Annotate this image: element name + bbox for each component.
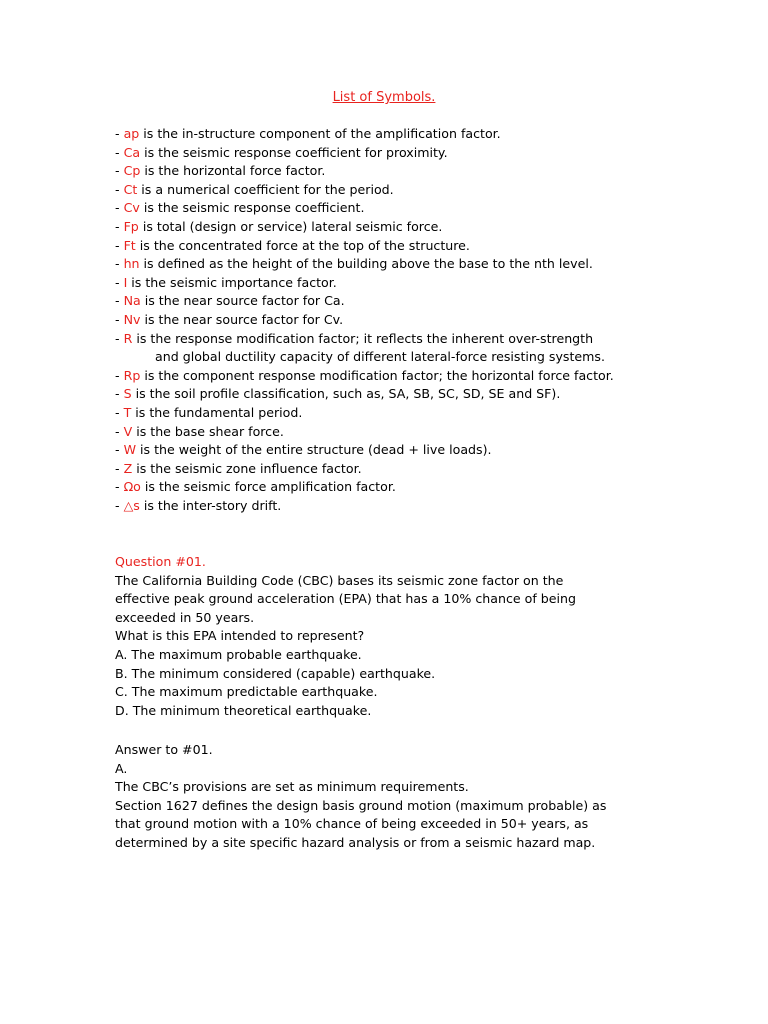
- symbol-description: is the seismic force amplification factor.: [140, 479, 396, 495]
- symbol-item: [115, 144, 735, 163]
- symbol-key: Fp: [123, 218, 139, 234]
- answer-option-c: C. The maximum predictable earthquake.: [115, 684, 378, 700]
- answer-option-a: A. The maximum probable earthquake.: [115, 646, 362, 662]
- symbol-prefix: -: [115, 442, 124, 458]
- symbol-prefix: -: [115, 386, 124, 402]
- symbol-description: is a numerical coefficient for the period.: [137, 181, 394, 197]
- symbol-key: Cp: [123, 163, 141, 179]
- symbol-description: is the seismic zone influence factor.: [132, 460, 362, 476]
- symbol-key: Ca: [123, 144, 141, 160]
- symbol-prefix: -: [115, 218, 124, 234]
- answer-text-line: that ground motion with a 10% chance of being exceeded in 50+ years, as: [115, 816, 589, 832]
- symbol-description: and global ductility capacity of different lateral-force resisting systems.: [155, 349, 605, 365]
- symbol-prefix: -: [115, 181, 124, 197]
- symbol-prefix: -: [115, 237, 124, 253]
- symbol-item: [115, 460, 735, 479]
- symbol-key: Z: [123, 460, 133, 476]
- answer-heading: Answer to #01.: [115, 742, 213, 757]
- symbol-description: is the horizontal force factor.: [140, 163, 326, 179]
- symbol-item: [115, 274, 735, 293]
- symbol-prefix: -: [115, 497, 124, 513]
- symbol-key: W: [123, 442, 137, 458]
- symbol-item: [115, 181, 735, 200]
- symbol-prefix: -: [115, 479, 124, 495]
- symbol-key: Ft: [123, 237, 136, 253]
- symbol-prefix: -: [115, 200, 124, 216]
- symbol-item: [115, 404, 735, 423]
- answer-choice: A.: [115, 760, 128, 776]
- symbol-item: [115, 367, 735, 386]
- answer-option-b: B. The minimum considered (capable) earthquake.: [115, 665, 436, 681]
- symbol-item: [115, 311, 735, 330]
- symbol-description: is the fundamental period.: [131, 404, 303, 420]
- symbol-item-continuation: [115, 348, 735, 367]
- symbol-description: is the response modification factor; it reflects the inherent over-strength: [132, 330, 594, 346]
- symbol-prefix: -: [115, 423, 124, 439]
- symbol-prefix: -: [115, 274, 124, 290]
- question-section: [115, 553, 735, 720]
- symbol-item: [115, 162, 735, 181]
- symbol-prefix: -: [115, 163, 124, 179]
- symbol-description: is the component response modification factor; the horizontal force factor.: [140, 367, 614, 383]
- symbol-prefix: -: [115, 144, 124, 160]
- symbol-item: [115, 423, 735, 442]
- symbol-item: [115, 478, 735, 497]
- answer-text-line: The CBC’s provisions are set as minimum requirements.: [115, 779, 469, 795]
- symbol-item: [115, 199, 735, 218]
- symbol-prefix: -: [115, 367, 124, 383]
- symbol-prefix: -: [115, 460, 124, 476]
- symbol-key: Na: [123, 293, 141, 309]
- symbol-item: [115, 497, 735, 516]
- symbol-prefix: -: [115, 404, 124, 420]
- symbol-key: Nv: [123, 311, 141, 327]
- symbol-key: S: [123, 386, 132, 402]
- symbol-description: is the inter-story drift.: [139, 497, 282, 513]
- symbol-key: V: [123, 423, 133, 439]
- symbol-item: [115, 255, 735, 274]
- symbol-key: ap: [123, 126, 140, 141]
- symbol-item: [115, 237, 735, 256]
- symbol-description: is the weight of the entire structure (dead + live loads).: [136, 442, 492, 458]
- symbol-key: Rp: [123, 367, 141, 383]
- symbol-description: is total (design or service) lateral seismic force.: [138, 218, 443, 234]
- symbol-key: Cv: [123, 200, 140, 216]
- symbol-prefix: -: [115, 293, 124, 309]
- question-text-line: exceeded in 50 years.: [115, 609, 255, 625]
- symbol-item: [115, 125, 735, 144]
- symbol-key: hn: [123, 256, 140, 272]
- symbol-key: I: [123, 274, 128, 290]
- symbol-description: is the near source factor for Cv.: [140, 311, 344, 327]
- symbol-description: is the seismic response coefficient.: [139, 200, 365, 216]
- answer-section: [115, 741, 735, 853]
- symbol-description: is the in-structure component of the amplification factor.: [139, 126, 501, 141]
- symbol-key: Ωo: [123, 479, 141, 495]
- question-text-line: effective peak ground acceleration (EPA) that has a 10% chance of being: [115, 591, 577, 607]
- symbol-item: [115, 292, 735, 311]
- answer-option-d: D. The minimum theoretical earthquake.: [115, 702, 372, 718]
- symbol-key: △s: [123, 497, 140, 513]
- question-prompt: What is this EPA intended to represent?: [115, 628, 365, 644]
- question-heading: Question #01.: [115, 554, 206, 569]
- symbol-prefix: -: [115, 126, 124, 141]
- symbol-description: is defined as the height of the building above the base to the nth level.: [139, 256, 593, 272]
- symbol-item: [115, 385, 735, 404]
- symbol-description: is the base shear force.: [132, 423, 284, 439]
- symbol-key: T: [123, 404, 132, 420]
- symbol-description: is the seismic importance factor.: [127, 274, 337, 290]
- symbol-prefix: -: [115, 311, 124, 327]
- answer-text-line: determined by a site specific hazard analysis or from a seismic hazard map.: [115, 834, 596, 850]
- symbol-key: Ct: [123, 181, 138, 197]
- symbol-item: [115, 330, 735, 349]
- symbol-key: R: [123, 330, 133, 346]
- symbol-prefix: -: [115, 256, 124, 272]
- answer-text-line: Section 1627 defines the design basis ground motion (maximum probable) as: [115, 797, 607, 813]
- symbol-prefix: -: [115, 330, 124, 346]
- symbol-description: is the near source factor for Ca.: [140, 293, 345, 309]
- symbol-description: is the seismic response coefficient for proximity.: [140, 144, 448, 160]
- symbol-item: [115, 441, 735, 460]
- symbol-list: [115, 125, 735, 515]
- symbol-description: is the soil profile classification, such as, SA, SB, SC, SD, SE and SF).: [131, 386, 561, 402]
- symbol-item: [115, 218, 735, 237]
- symbol-description: is the concentrated force at the top of the structure.: [135, 237, 470, 253]
- question-text-line: The California Building Code (CBC) bases its seismic zone factor on the: [115, 572, 564, 588]
- page-title: List of Symbols.: [332, 90, 436, 105]
